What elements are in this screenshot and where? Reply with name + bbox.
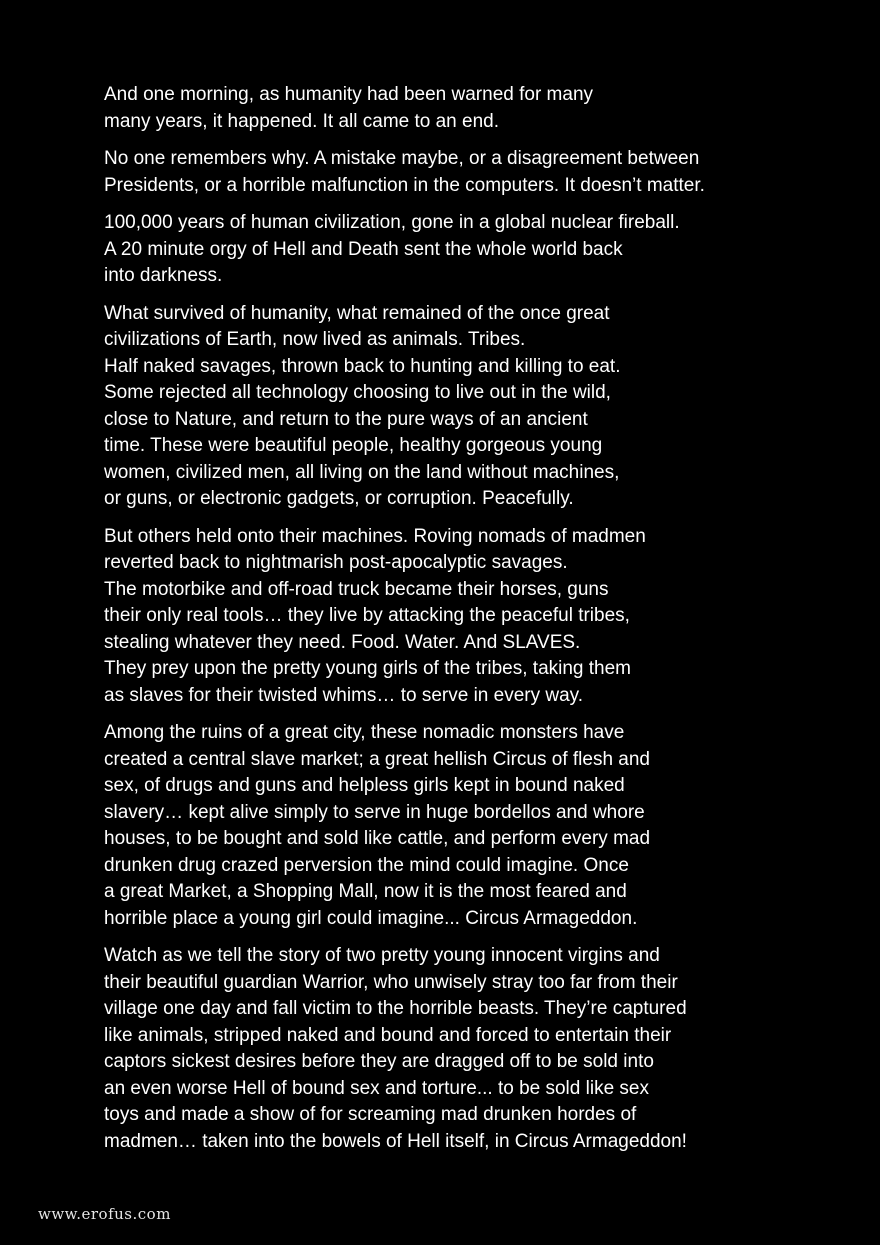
text-line: houses, to be bought and sold like cattle, and perform every mad — [104, 828, 651, 849]
paragraph — [104, 720, 804, 932]
text-line: their beautiful guardian Warrior, who unwisely stray too far from their — [104, 971, 678, 993]
watermark: www.erofus.com — [38, 1205, 171, 1223]
text-line: time. These were beautiful people, healthy gorgeous young — [104, 435, 603, 456]
text-line: a great Market, a Shopping Mall, now it is the most feared and — [104, 881, 627, 902]
text-line: like animals, stripped naked and bound and forced to entertain their — [104, 1024, 672, 1046]
text-line: Half naked savages, thrown back to hunting and killing to eat. — [104, 355, 621, 377]
paragraph — [104, 524, 804, 710]
text-line: And one morning, as humanity had been warned for many — [104, 84, 594, 105]
text-line: sex, of drugs and guns and helpless girls kept in bound naked — [104, 775, 625, 796]
text-line: village one day and fall victim to the horrible beasts. They’re captured — [104, 998, 687, 1019]
text-line: madmen… taken into the bowels of Hell itself, in Circus Armageddon! — [104, 1130, 687, 1152]
story-text — [104, 82, 804, 1166]
text-line: No one remembers why. A mistake maybe, or a disagreement between — [104, 148, 700, 169]
text-line: Presidents, or a horrible malfunction in the computers. It doesn’t matter. — [104, 174, 705, 196]
text-line: What survived of humanity, what remained of the once great — [104, 302, 610, 324]
text-line: created a central slave market; a great hellish Circus of flesh and — [104, 748, 650, 770]
text-line: stealing whatever they need. Food. Water. And SLAVES. — [104, 631, 581, 653]
text-line: or guns, or electronic gadgets, or corruption. Peacefully. — [104, 488, 574, 509]
text-line: toys and made a show of for screaming mad drunken hordes of — [104, 1104, 637, 1125]
text-line: women, civilized men, all living on the land without machines, — [104, 461, 620, 483]
text-line: captors sickest desires before they are dragged off to be sold into — [104, 1051, 654, 1072]
text-line: their only real tools… they live by attacking the peaceful tribes, — [104, 605, 630, 626]
text-line: But others held onto their machines. Roving nomads of madmen — [104, 525, 646, 547]
text-line: drunken drug crazed perversion the mind could imagine. Once — [104, 854, 629, 876]
text-line: Some rejected all technology choosing to live out in the wild, — [104, 382, 611, 403]
text-line: A 20 minute orgy of Hell and Death sent the whole world back — [104, 238, 623, 260]
text-line: 100,000 years of human civilization, gone in a global nuclear fireball. — [104, 212, 680, 233]
text-line: reverted back to nightmarish post-apocalyptic savages. — [104, 552, 568, 573]
text-line: slavery… kept alive simply to serve in huge bordellos and whore — [104, 801, 645, 823]
paragraph — [104, 210, 804, 290]
text-line: They prey upon the pretty young girls of the tribes, taking them — [104, 658, 632, 679]
text-line: many years, it happened. It all came to an end. — [104, 110, 500, 132]
paragraph — [104, 146, 804, 199]
text-line: as slaves for their twisted whims… to serve in every way. — [104, 684, 584, 706]
text-line: Among the ruins of a great city, these nomadic monsters have — [104, 722, 625, 743]
text-line: Watch as we tell the story of two pretty young innocent virgins and — [104, 945, 660, 966]
text-line: close to Nature, and return to the pure ways of an ancient — [104, 408, 588, 430]
paragraph — [104, 943, 804, 1155]
paragraph — [104, 82, 804, 135]
text-line: The motorbike and off-road truck became their horses, guns — [104, 578, 609, 600]
text-line: civilizations of Earth, now lived as animals. Tribes. — [104, 329, 526, 350]
text-line: into darkness. — [104, 265, 223, 286]
text-line: horrible place a young girl could imagine... Circus Armageddon. — [104, 907, 638, 929]
paragraph — [104, 301, 804, 513]
text-line: an even worse Hell of bound sex and torture... to be sold like sex — [104, 1077, 649, 1099]
